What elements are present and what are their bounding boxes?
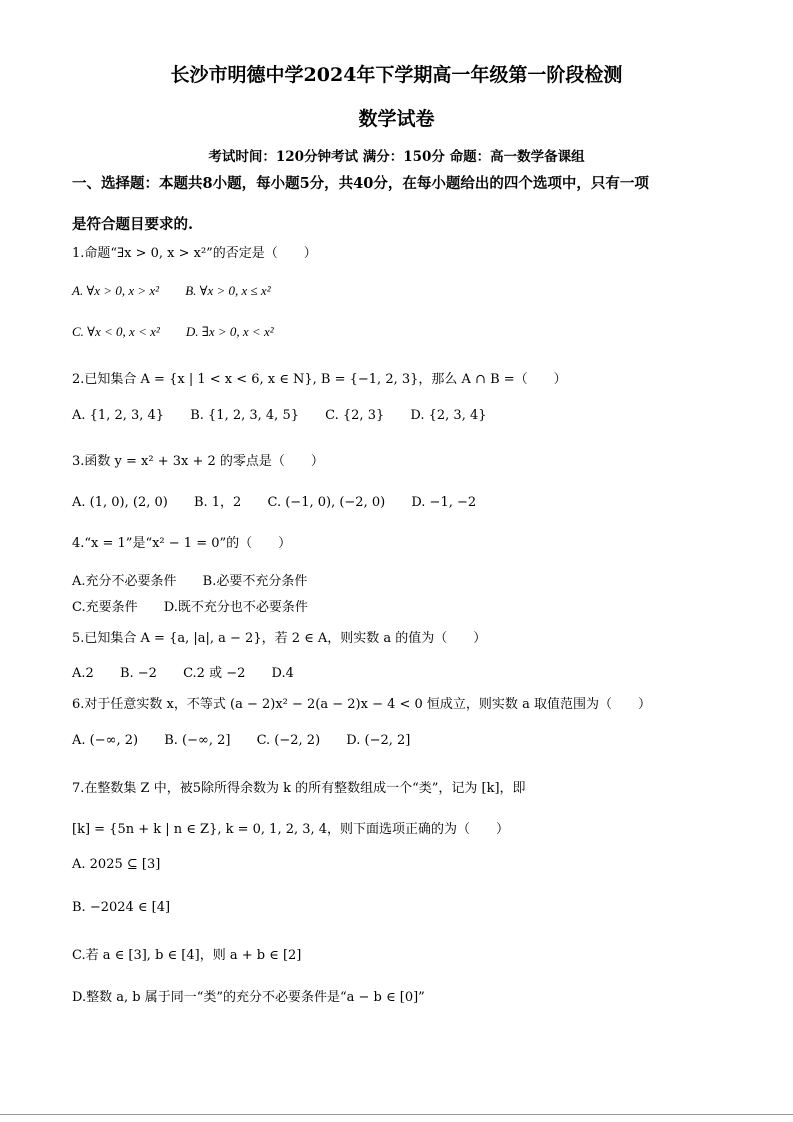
q1-option-b: B. ∀x > 0, x ≤ x² xyxy=(185,283,271,298)
q4-option-b: B.必要不充分条件 xyxy=(202,574,308,589)
q4-option-d: D.既不充分也不必要条件 xyxy=(163,600,308,615)
exam-title: 长沙市明德中学2024年下学期高一年级第一阶段检测 xyxy=(170,64,623,86)
footer-rule xyxy=(0,1114,793,1115)
q6-option-b: B. (−∞, 2] xyxy=(164,733,231,748)
q3-option-d: D. −1, −2 xyxy=(411,495,477,510)
q6-option-d: D. (−2, 2] xyxy=(346,733,411,748)
q7-stem-line2: [k] = {5n + k | n ∈ Z}, k = 0, 1, 2, 3, 4，则下面选项正确的为（ ） xyxy=(72,822,510,837)
q3-options xyxy=(72,491,498,510)
q4-options-row1 xyxy=(72,570,329,589)
q5-option-c: C.2 或 −2 xyxy=(183,666,246,681)
q4-stem: 4.“x = 1”是“x² − 1 = 0”的（ ） xyxy=(72,536,292,551)
q7-option-c: C.若 a ∈ [3], b ∈ [4]，则 a + b ∈ [2] xyxy=(72,948,302,963)
q6-options xyxy=(72,733,432,748)
q7-option-b: B. −2024 ∈ [4] xyxy=(72,900,171,915)
q3-option-b: B. 1，2 xyxy=(193,495,242,510)
q2-option-a: A. {1, 2, 3, 4} xyxy=(72,408,165,423)
q3-option-c: C. (−1, 0), (−2, 0) xyxy=(267,495,386,510)
q1-option-d: D. ∃x > 0, x < x² xyxy=(185,324,274,339)
q1-option-c: C. ∀x < 0, x < x² xyxy=(72,324,160,339)
q2-options xyxy=(72,408,509,423)
exam-info: 考试时间：120分钟考试 满分：150分 命题：高一数学备课组 xyxy=(208,149,585,165)
q3-option-a: A. (1, 0), (2, 0) xyxy=(72,495,168,510)
q4-option-c: C.充要条件 xyxy=(72,600,138,615)
q6-option-c: C. (−2, 2) xyxy=(256,733,321,748)
q2-option-b: B. {1, 2, 3, 4, 5} xyxy=(190,408,299,423)
q2-stem: 2.已知集合 A = {x | 1 < x < 6, x ∈ N}, B = {−1, 2, 3}，那么 A ∩ B =（ ） xyxy=(72,372,567,387)
q2-option-c: C. {2, 3} xyxy=(325,408,385,423)
q7-option-d: D.整数 a, b 属于同一“类”的充分不必要条件是“a − b ∈ [0]” xyxy=(72,990,425,1005)
section-heading-line1: 一、选择题：本题共8小题，每小题5分，共40分，在每小题给出的四个选项中，只有一项 xyxy=(72,175,649,192)
q5-option-d: D.4 xyxy=(271,666,294,681)
q6-option-a: A. (−∞, 2) xyxy=(72,733,139,748)
q5-option-a: A.2 xyxy=(72,666,94,681)
q1-options-row2 xyxy=(72,324,296,340)
q7-option-a: A. 2025 ⊆ [3] xyxy=(72,857,161,872)
q1-stem: 1.命题“∃x > 0, x > x²”的否定是（ ） xyxy=(72,246,317,261)
q4-options-row2 xyxy=(72,596,330,615)
q2-option-d: D. {2, 3, 4} xyxy=(410,408,487,423)
q5-stem: 5.已知集合 A = {a, |a|, a − 2}，若 2 ∈ A，则实数 a 的值为（ ） xyxy=(72,631,487,646)
section-heading-line2: 是符合题目要求的. xyxy=(72,216,194,233)
q5-options xyxy=(72,662,316,681)
q4-option-a: A.充分不必要条件 xyxy=(72,574,177,589)
q1-option-a: A. ∀x > 0, x > x² xyxy=(72,283,160,298)
q1-options-row1 xyxy=(72,283,293,299)
q5-option-b: B. −2 xyxy=(119,666,157,681)
q6-stem: 6.对于任意实数 x，不等式 (a − 2)x² − 2(a − 2)x − 4 < 0 恒成立，则实数 a 取值范围为（ ） xyxy=(72,697,651,712)
q3-stem: 3.函数 y = x² + 3x + 2 的零点是（ ） xyxy=(72,454,324,469)
exam-subtitle: 数学试卷 xyxy=(358,108,435,130)
q7-stem-line1: 7.在整数集 Z 中，被5除所得余数为 k 的所有整数组成一个“类”，记为 [k]，即 xyxy=(72,781,526,796)
